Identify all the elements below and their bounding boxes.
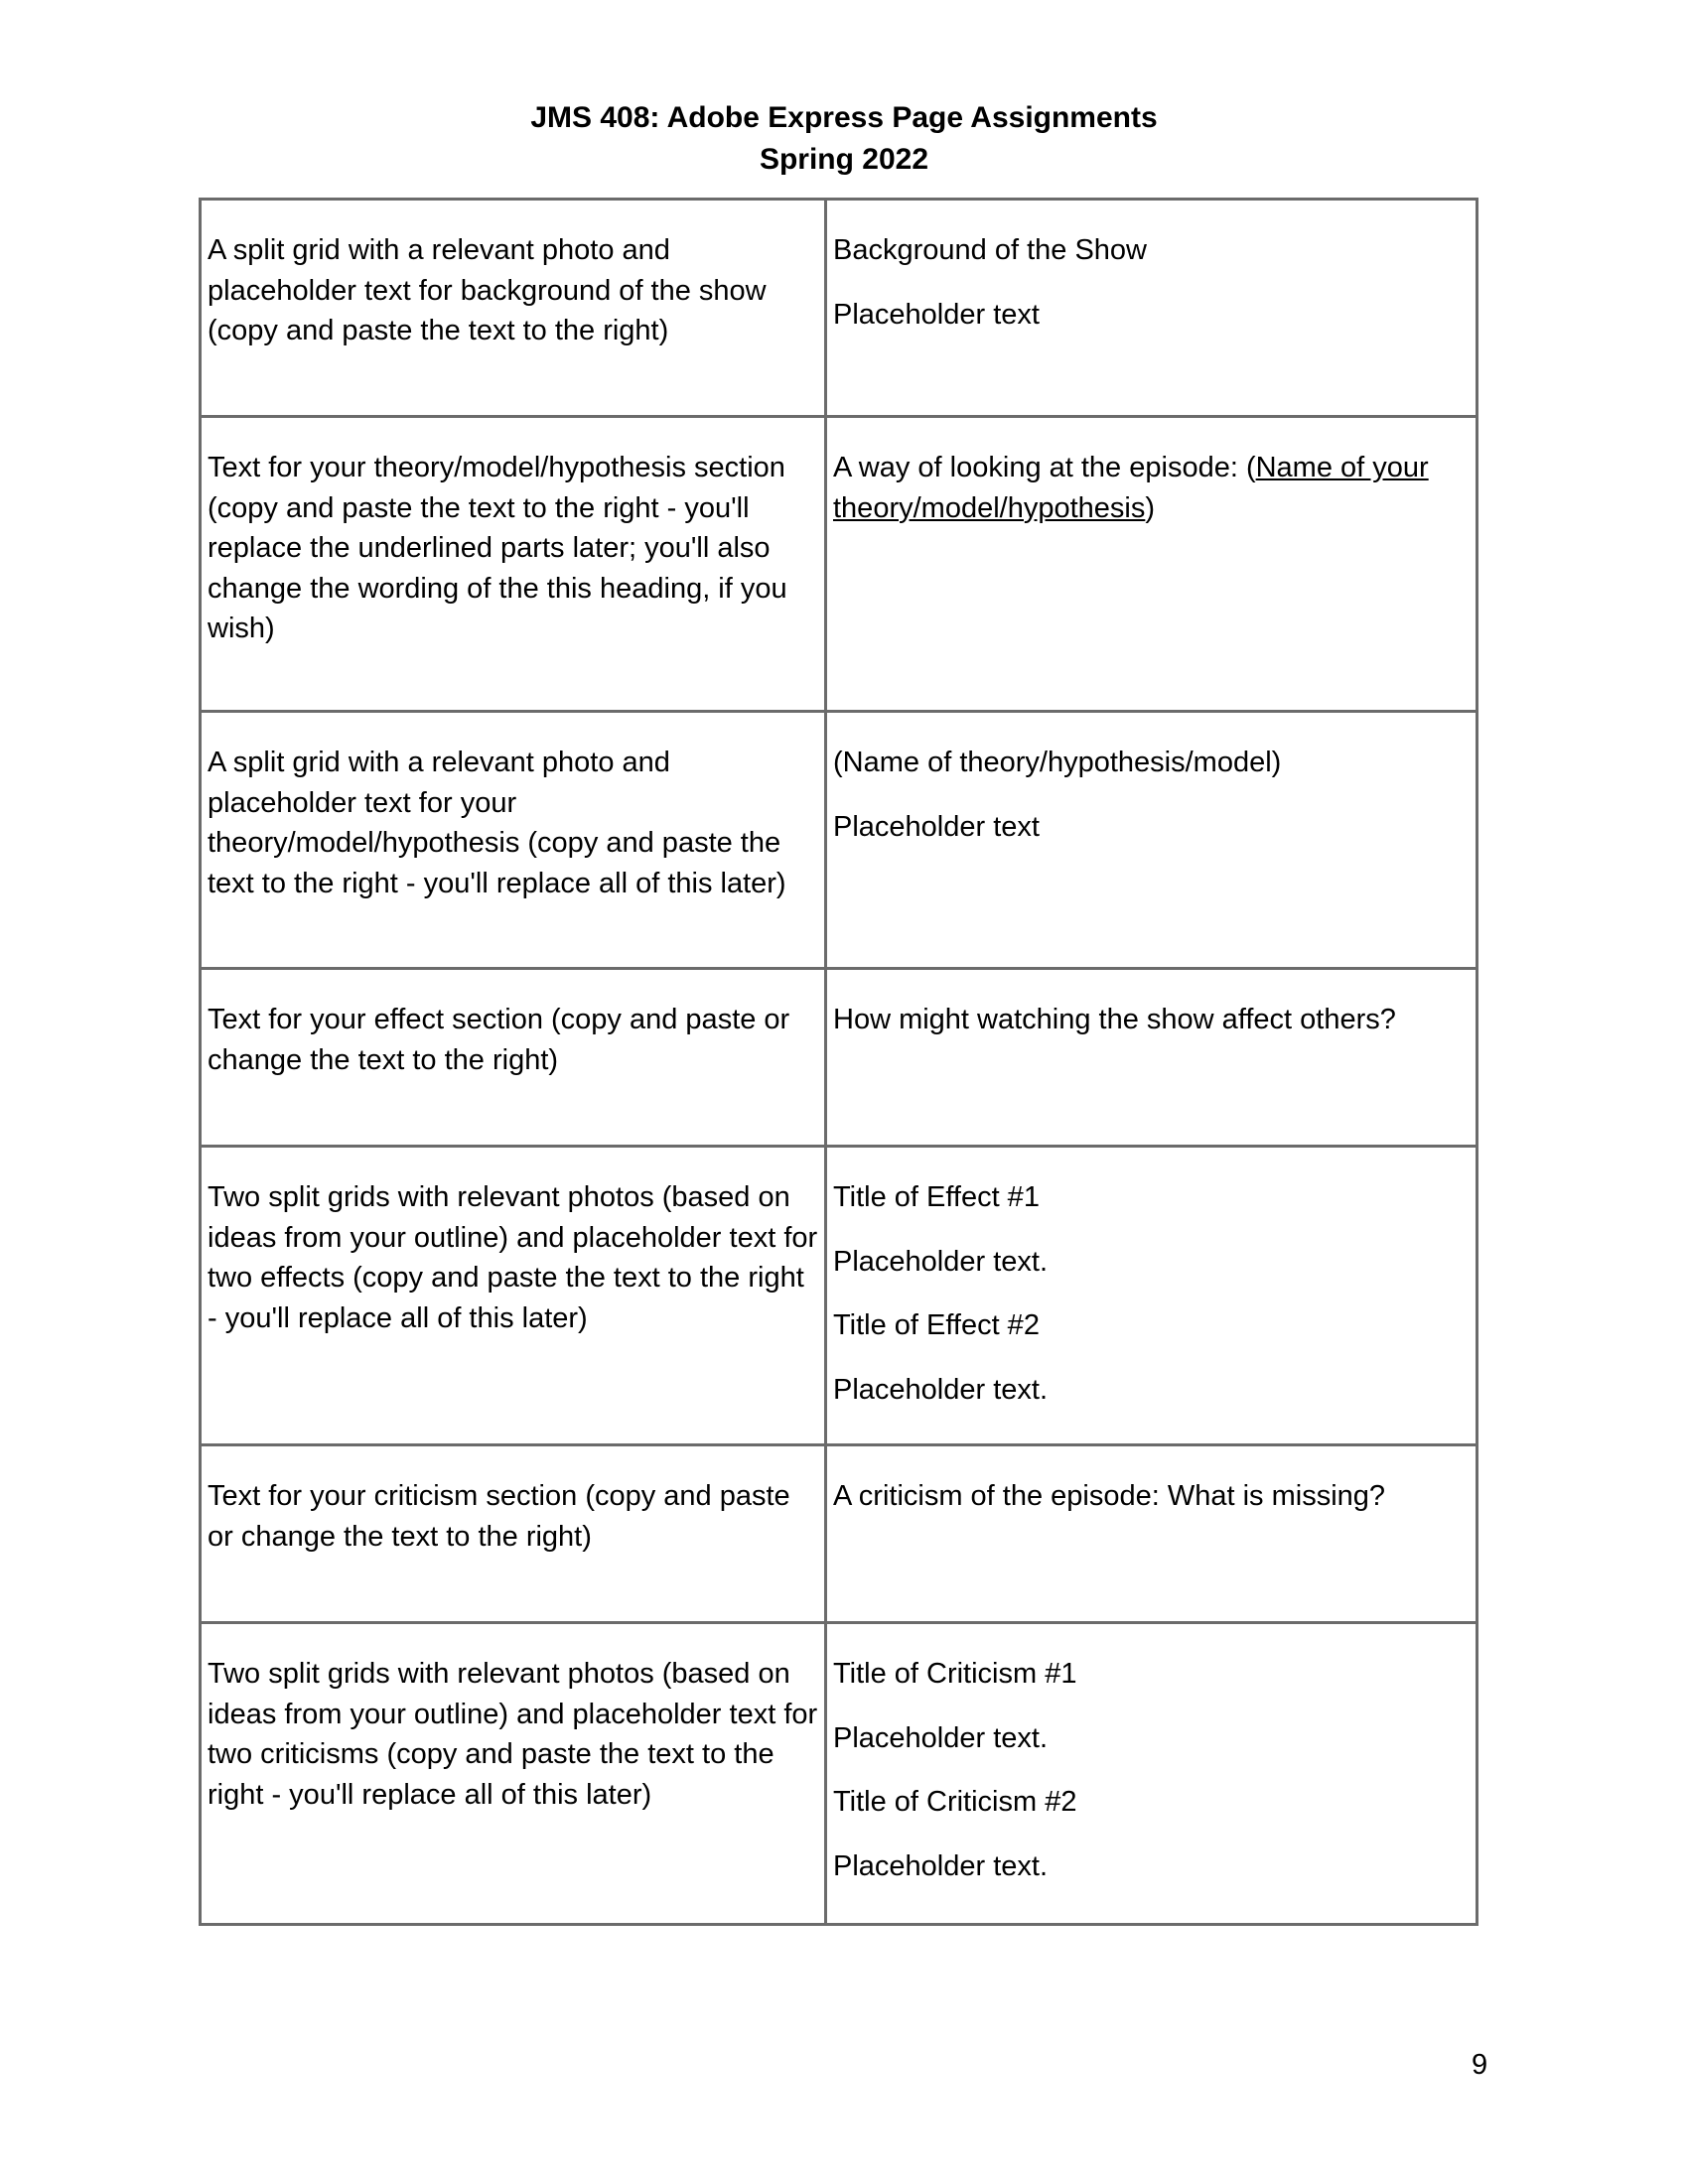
- table-row: [201, 417, 1477, 712]
- row-content-cell: [826, 200, 1477, 417]
- row-description: Two split grids with relevant photos (based on ideas from your outline) and placeholder text for two criticisms (copy and paste the text to the right - you'll replace all of this later): [208, 1658, 818, 1811]
- row-description-cell: [201, 1147, 826, 1445]
- document-title: JMS 408: Adobe Express Page Assignments: [530, 101, 1158, 134]
- row-description: Text for your theory/model/hypothesis section (copy and paste the text to the right - you'll replace the underlined parts later; you'll also change the wording of the this heading, if you wish): [208, 452, 787, 644]
- row-description-cell: [201, 712, 826, 969]
- row-description-cell: [201, 200, 826, 417]
- table-row: [201, 969, 1477, 1147]
- section-heading: [833, 448, 1470, 528]
- row-description: Text for your criticism section (copy and paste or change the text to the right): [208, 1480, 790, 1553]
- document-header: [0, 97, 1688, 181]
- row-content-cell: [826, 1623, 1477, 1925]
- section-heading: How might watching the show affect others?: [833, 1004, 1396, 1035]
- row-description-cell: [201, 417, 826, 712]
- row-description: Text for your effect section (copy and paste or change the text to the right): [208, 1004, 790, 1076]
- table-row: [201, 1147, 1477, 1445]
- assignments-table: [199, 198, 1478, 1926]
- row-description: A split grid with a relevant photo and placeholder text for background of the show (copy and paste the text to the right): [208, 234, 767, 346]
- row-content-cell: [826, 1147, 1477, 1445]
- placeholder-text: Placeholder text.: [833, 1373, 1049, 1406]
- table-row: [201, 200, 1477, 417]
- row-description: Two split grids with relevant photos (based on ideas from your outline) and placeholder text for two effects (copy and paste the text to the right - you'll replace all of this later): [208, 1181, 818, 1334]
- table-row: [201, 1623, 1477, 1925]
- placeholder-text: Placeholder text: [833, 298, 1040, 331]
- heading-underlined-placeholder: Name of your theory/model/hypothesis: [833, 452, 1429, 524]
- placeholder-text: Placeholder text.: [833, 1849, 1049, 1882]
- heading-suffix: ): [1145, 491, 1156, 524]
- table-row: [201, 1445, 1477, 1623]
- table-row: [201, 712, 1477, 969]
- section-heading: Background of the Show: [833, 234, 1147, 266]
- placeholder-text: Placeholder text.: [833, 1245, 1049, 1278]
- section-heading: A criticism of the episode: What is missing?: [833, 1480, 1386, 1512]
- section-heading: Title of Criticism #2: [833, 1786, 1077, 1818]
- row-content-cell: [826, 969, 1477, 1147]
- section-heading: Title of Effect #1: [833, 1181, 1040, 1213]
- row-content-cell: [826, 417, 1477, 712]
- row-description-cell: [201, 1445, 826, 1623]
- placeholder-text: Placeholder text.: [833, 1721, 1049, 1754]
- row-description-cell: [201, 969, 826, 1147]
- row-description: A split grid with a relevant photo and placeholder text for your theory/model/hypothesis (copy and paste the text to the right - you'll replace all of this later): [208, 747, 786, 899]
- row-description-cell: [201, 1623, 826, 1925]
- placeholder-text: Placeholder text: [833, 810, 1040, 843]
- row-content-cell: [826, 1445, 1477, 1623]
- page-number: 9: [1472, 2049, 1488, 2081]
- document-subtitle: Spring 2022: [759, 143, 929, 176]
- row-content-cell: [826, 712, 1477, 969]
- heading-prefix: A way of looking at the episode: (: [833, 452, 1256, 483]
- section-heading: (Name of theory/hypothesis/model): [833, 747, 1282, 778]
- section-heading: Title of Effect #2: [833, 1309, 1040, 1341]
- section-heading: Title of Criticism #1: [833, 1658, 1077, 1690]
